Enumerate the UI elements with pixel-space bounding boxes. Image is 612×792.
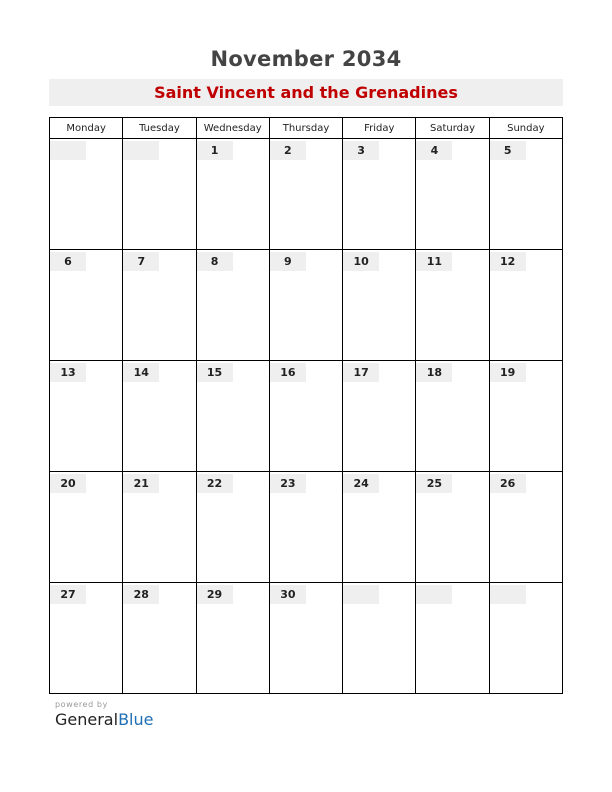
- day-cell: [196, 472, 269, 583]
- day-cell: [343, 250, 416, 361]
- day-cell: [343, 361, 416, 472]
- weekday-header-row: [50, 118, 563, 139]
- day-number: 27: [50, 585, 86, 604]
- day-number: 3: [343, 141, 379, 160]
- weekday-header: Thursday: [269, 118, 342, 139]
- week-row: [50, 583, 563, 694]
- day-number: 25: [416, 474, 452, 493]
- day-number: [50, 141, 86, 160]
- day-cell: [416, 361, 489, 472]
- day-cell: [50, 250, 123, 361]
- brand-logo-blue: Blue: [118, 710, 154, 729]
- day-cell: [343, 139, 416, 250]
- weekday-header: Sunday: [489, 118, 562, 139]
- day-cell: [489, 583, 562, 694]
- day-cell: [269, 361, 342, 472]
- weekday-header: Friday: [343, 118, 416, 139]
- day-cell: [50, 139, 123, 250]
- day-number: 11: [416, 252, 452, 271]
- day-cell: [489, 250, 562, 361]
- day-number: 19: [490, 363, 526, 382]
- page-title: November 2034: [210, 47, 402, 71]
- day-number: 13: [50, 363, 86, 382]
- week-row: [50, 250, 563, 361]
- weekday-header: Wednesday: [196, 118, 269, 139]
- day-cell: [343, 472, 416, 583]
- day-number: 15: [197, 363, 233, 382]
- day-number: [490, 585, 526, 604]
- day-cell: [489, 472, 562, 583]
- weekday-header: Tuesday: [123, 118, 196, 139]
- day-number: 14: [123, 363, 159, 382]
- day-cell: [50, 472, 123, 583]
- day-cell: [269, 583, 342, 694]
- day-number: [123, 141, 159, 160]
- powered-by-label: powered by: [55, 700, 108, 709]
- day-cell: [50, 361, 123, 472]
- day-number: 26: [490, 474, 526, 493]
- brand-logo[interactable]: [55, 710, 153, 729]
- day-cell: [416, 250, 489, 361]
- day-cell: [123, 139, 196, 250]
- day-number: 21: [123, 474, 159, 493]
- day-cell: [123, 250, 196, 361]
- day-number: 10: [343, 252, 379, 271]
- day-number: 28: [123, 585, 159, 604]
- week-row: [50, 472, 563, 583]
- week-row: [50, 361, 563, 472]
- day-number: 18: [416, 363, 452, 382]
- brand-logo-general: General: [55, 710, 119, 729]
- day-cell: [343, 583, 416, 694]
- day-cell: [50, 583, 123, 694]
- day-cell: [123, 472, 196, 583]
- day-cell: [196, 139, 269, 250]
- day-number: 8: [197, 252, 233, 271]
- day-number: [343, 585, 379, 604]
- day-number: 17: [343, 363, 379, 382]
- day-cell: [269, 472, 342, 583]
- day-cell: [123, 361, 196, 472]
- calendar-grid: [49, 117, 563, 694]
- day-cell: [196, 583, 269, 694]
- day-number: 5: [490, 141, 526, 160]
- day-cell: [416, 139, 489, 250]
- day-cell: [269, 139, 342, 250]
- day-number: 30: [270, 585, 306, 604]
- day-cell: [416, 583, 489, 694]
- day-cell: [489, 139, 562, 250]
- day-number: 22: [197, 474, 233, 493]
- day-number: 4: [416, 141, 452, 160]
- day-number: 2: [270, 141, 306, 160]
- country-banner: [49, 79, 563, 106]
- day-cell: [269, 250, 342, 361]
- day-cell: [416, 472, 489, 583]
- week-row: [50, 139, 563, 250]
- day-number: 9: [270, 252, 306, 271]
- country-name: Saint Vincent and the Grenadines: [154, 83, 458, 102]
- day-number: 20: [50, 474, 86, 493]
- day-number: 12: [490, 252, 526, 271]
- day-cell: [489, 361, 562, 472]
- day-cell: [123, 583, 196, 694]
- day-cell: [196, 361, 269, 472]
- day-number: 16: [270, 363, 306, 382]
- weekday-header: Saturday: [416, 118, 489, 139]
- day-cell: [196, 250, 269, 361]
- weekday-header: Monday: [50, 118, 123, 139]
- day-number: 7: [123, 252, 159, 271]
- day-number: 1: [197, 141, 233, 160]
- day-number: 6: [50, 252, 86, 271]
- day-number: 24: [343, 474, 379, 493]
- day-number: 23: [270, 474, 306, 493]
- day-number: [416, 585, 452, 604]
- footer-branding: [55, 700, 153, 729]
- day-number: 29: [197, 585, 233, 604]
